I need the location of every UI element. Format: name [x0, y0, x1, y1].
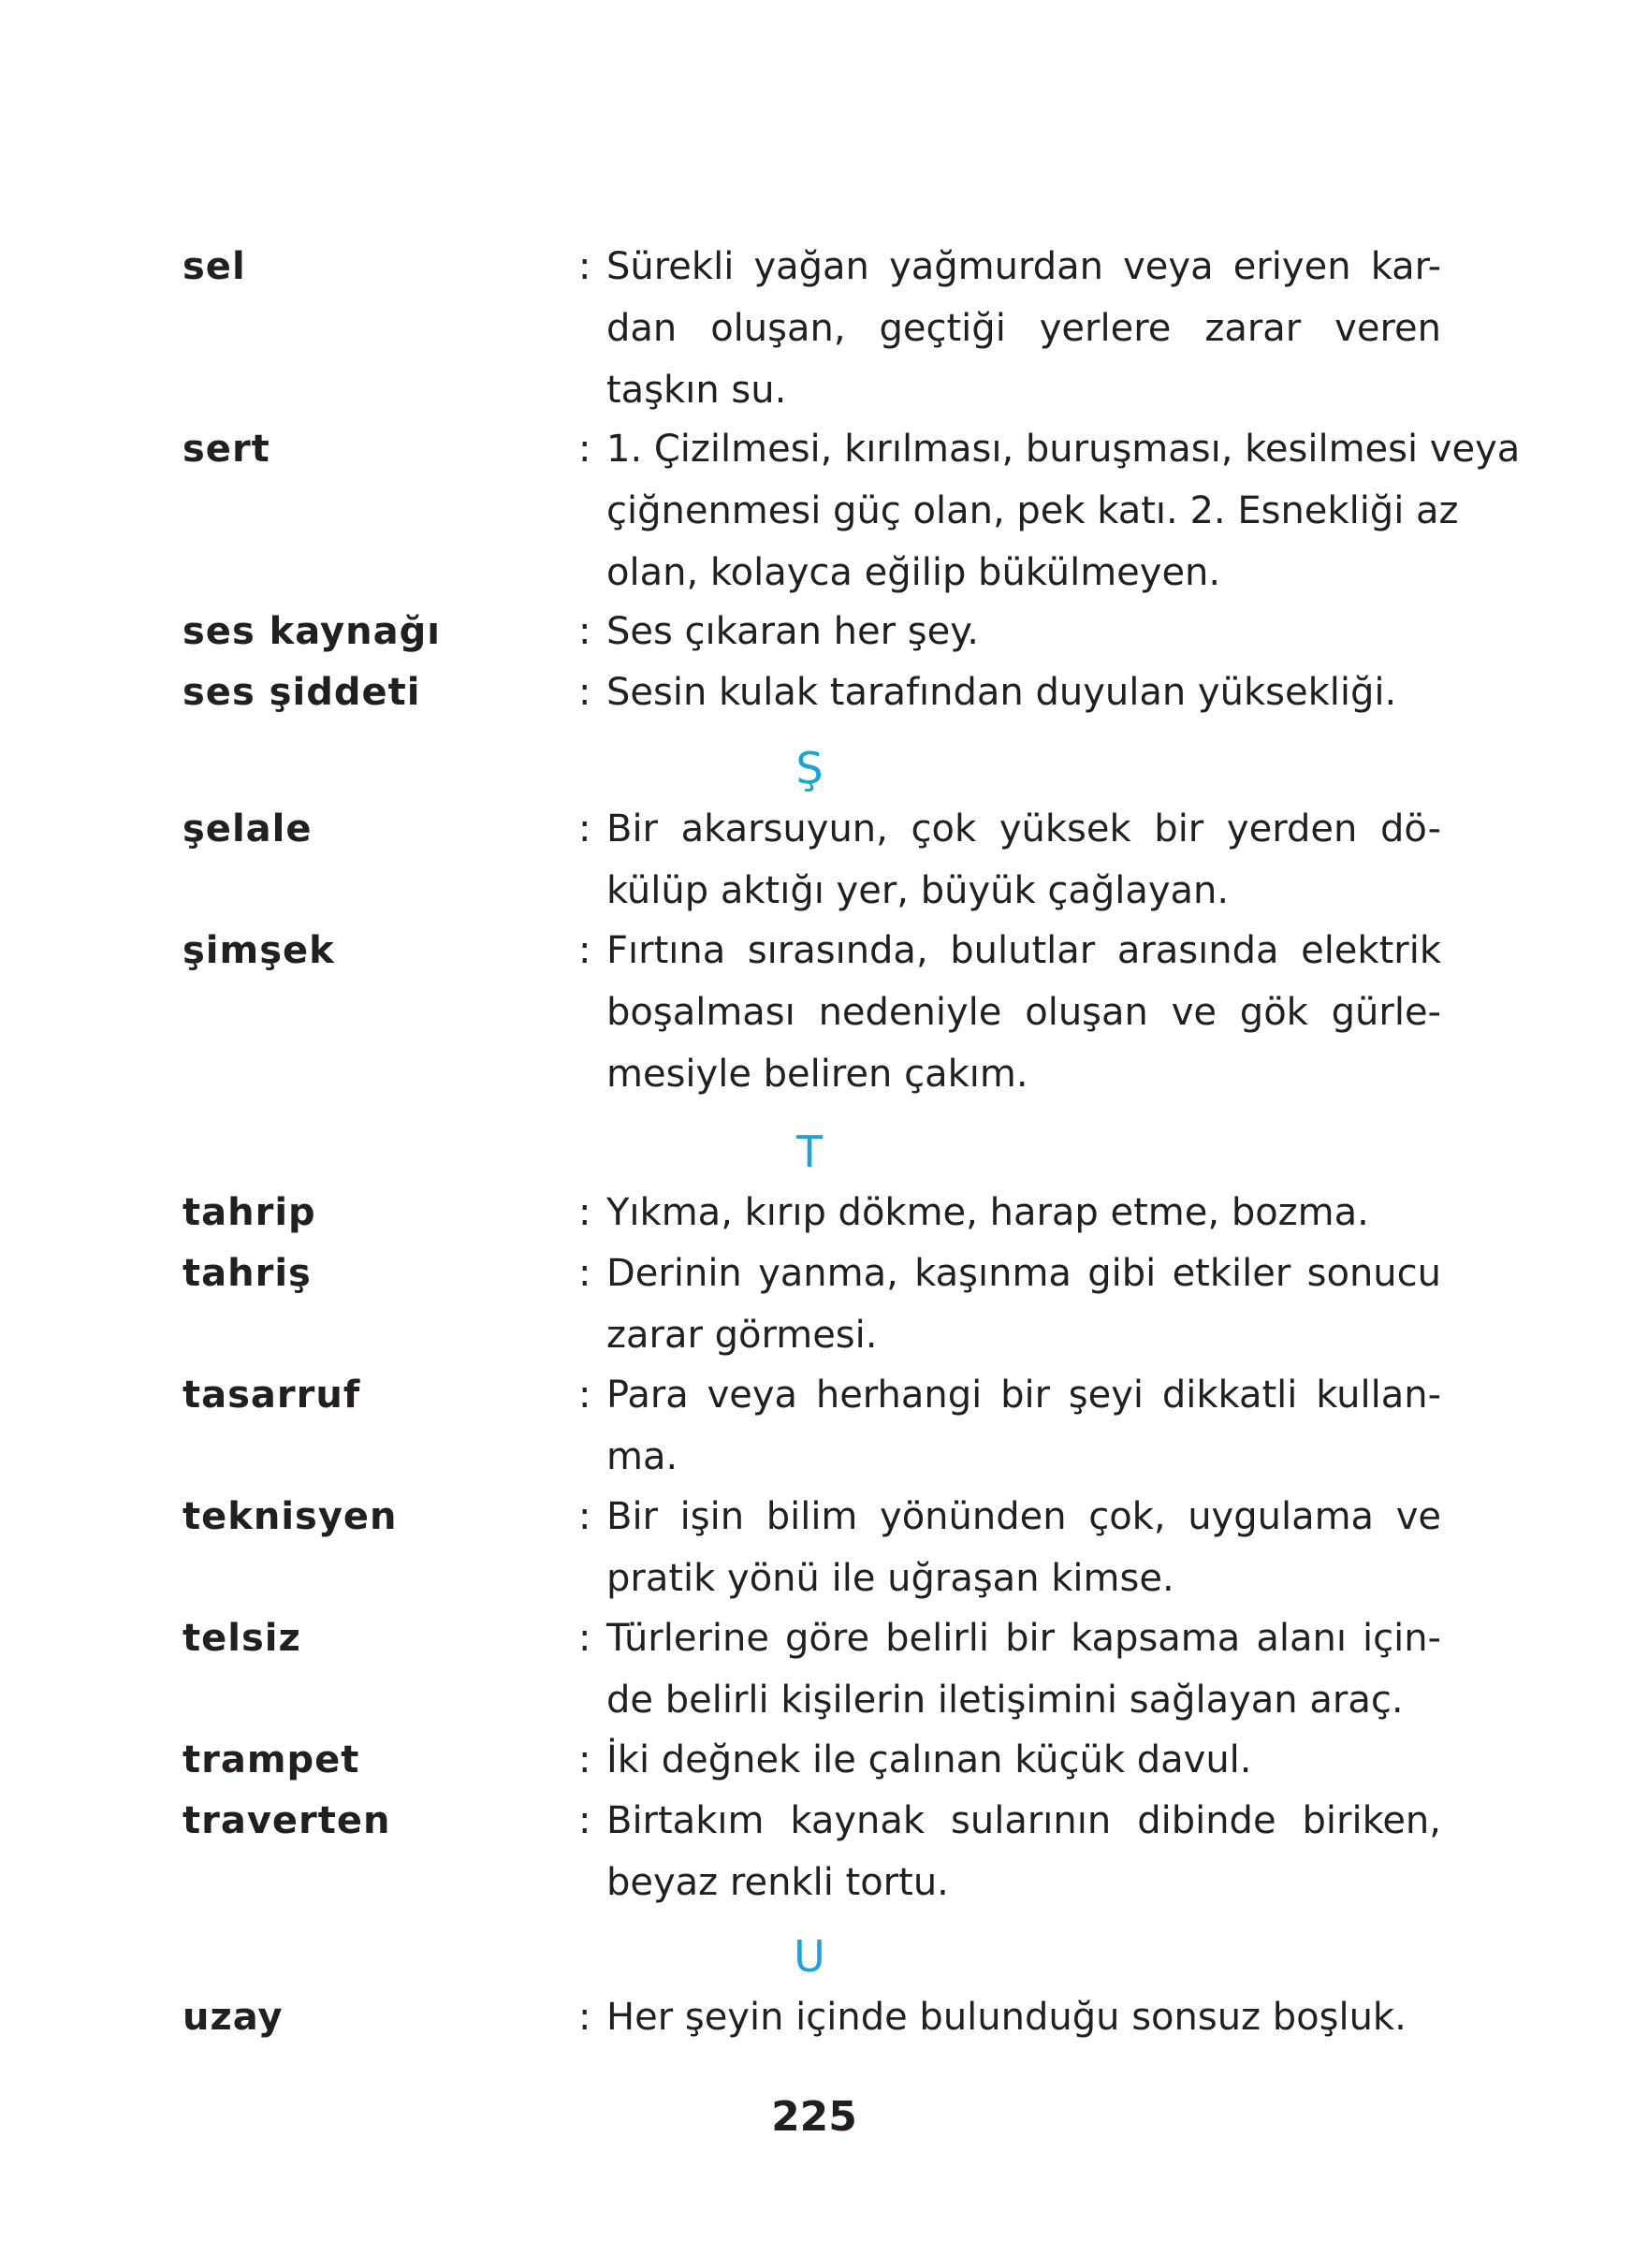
definition-line: Her şeyin içinde bulunduğu sonsuz boşluk. [606, 1996, 1407, 2039]
entry-term: ses kaynağı [182, 610, 441, 653]
definition-line: pratik yönü ile uğraşan kimse. [606, 1557, 1174, 1600]
entry-colon: : [578, 1252, 591, 1295]
definition-line: ma. [606, 1435, 678, 1478]
entry-colon: : [578, 1191, 591, 1234]
entry-colon: : [578, 1996, 591, 2039]
entry-colon: : [578, 807, 591, 850]
definition-line: külüp aktığı yer, büyük çağlayan. [606, 869, 1230, 912]
entry-colon: : [578, 610, 591, 653]
entry-term: uzay [182, 1996, 284, 2039]
entry-term: traverten [182, 1799, 391, 1842]
entry-definition [606, 418, 1521, 603]
definition-line: çiğnenmesi güç olan, pek katı. 2. Esnekliği az [606, 489, 1459, 532]
entry-term: ses şiddeti [182, 671, 421, 714]
entry-colon: : [578, 428, 591, 471]
definition-line: zarar görmesi. [606, 1314, 878, 1357]
entry-term: trampet [182, 1738, 360, 1781]
entry-definition [606, 1607, 1441, 1731]
entry-colon: : [578, 1617, 591, 1660]
entry-definition [606, 1364, 1441, 1488]
entry-term: şelale [182, 807, 313, 850]
definition-line: olan, kolayca eğilip bükülmeyen. [606, 551, 1221, 594]
entry-colon: : [578, 929, 591, 972]
entry-term: teknisyen [182, 1495, 398, 1538]
entry-definition [606, 1986, 1441, 2048]
entry-definition [606, 1486, 1441, 1609]
definition-line: boşalması nedeniyle oluşan ve gök gürle- [606, 991, 1441, 1034]
letter-heading-sh: Ş [795, 743, 824, 793]
entry-term: sel [182, 245, 246, 288]
entry-definition [606, 798, 1441, 922]
entry-colon: : [578, 1738, 591, 1781]
definition-line: Bir akarsuyun, çok yüksek bir yerden dö- [606, 807, 1441, 850]
entry-term: sert [182, 428, 270, 471]
definition-line: Ses çıkaran her şey. [606, 610, 979, 653]
definition-line: 1. Çizilmesi, kırılması, buruşması, kesilmesi veya [606, 428, 1521, 471]
definition-line: Birtakım kaynak sularının dibinde biriken, [606, 1799, 1441, 1842]
page-number: 225 [771, 2093, 857, 2141]
definition-line: Yıkma, kırıp dökme, harap etme, bozma. [606, 1191, 1369, 1234]
letter-heading-t: T [795, 1127, 824, 1177]
entry-term: telsiz [182, 1617, 301, 1660]
entry-definition [606, 1182, 1441, 1243]
definition-line: de belirli kişilerin iletişimini sağlayan araç. [606, 1679, 1404, 1722]
entry-definition [606, 1243, 1441, 1366]
entry-colon: : [578, 245, 591, 288]
entry-definition [606, 662, 1441, 723]
definition-line: İki değnek ile çalınan küçük davul. [606, 1738, 1252, 1781]
definition-line: beyaz renkli tortu. [606, 1861, 949, 1904]
entry-colon: : [578, 1374, 591, 1417]
definition-line: Para veya herhangi bir şeyi dikkatli kullan- [606, 1374, 1441, 1417]
entry-definition [606, 1790, 1441, 1913]
entry-definition [606, 601, 1441, 662]
entry-colon: : [578, 1495, 591, 1538]
letter-heading-u: U [794, 1931, 825, 1982]
definition-line: Bir işin bilim yönünden çok, uygulama ve [606, 1495, 1441, 1538]
definition-line: Fırtına sırasında, bulutlar arasında elektrik [606, 929, 1441, 972]
definition-line: mesiyle beliren çakım. [606, 1053, 1028, 1096]
definition-line: Sesin kulak tarafından duyulan yüksekliği. [606, 671, 1397, 714]
definition-line: Derinin yanma, kaşınma gibi etkiler sonucu [606, 1252, 1441, 1295]
entry-colon: : [578, 1799, 591, 1842]
entry-definition [606, 236, 1441, 421]
entry-term: tahriş [182, 1252, 312, 1295]
definition-line: taşkın su. [606, 369, 787, 412]
entry-term: tahrip [182, 1191, 316, 1234]
entry-definition [606, 920, 1441, 1105]
definition-line: Sürekli yağan yağmurdan veya eriyen kar- [606, 245, 1441, 288]
entry-definition [606, 1729, 1441, 1791]
entry-colon: : [578, 671, 591, 714]
entry-term: şimşek [182, 929, 335, 972]
entry-term: tasarruf [182, 1374, 361, 1417]
definition-line: Türlerine göre belirli bir kapsama alanı için- [606, 1617, 1441, 1660]
definition-line: dan oluşan, geçtiği yerlere zarar veren [606, 307, 1441, 350]
